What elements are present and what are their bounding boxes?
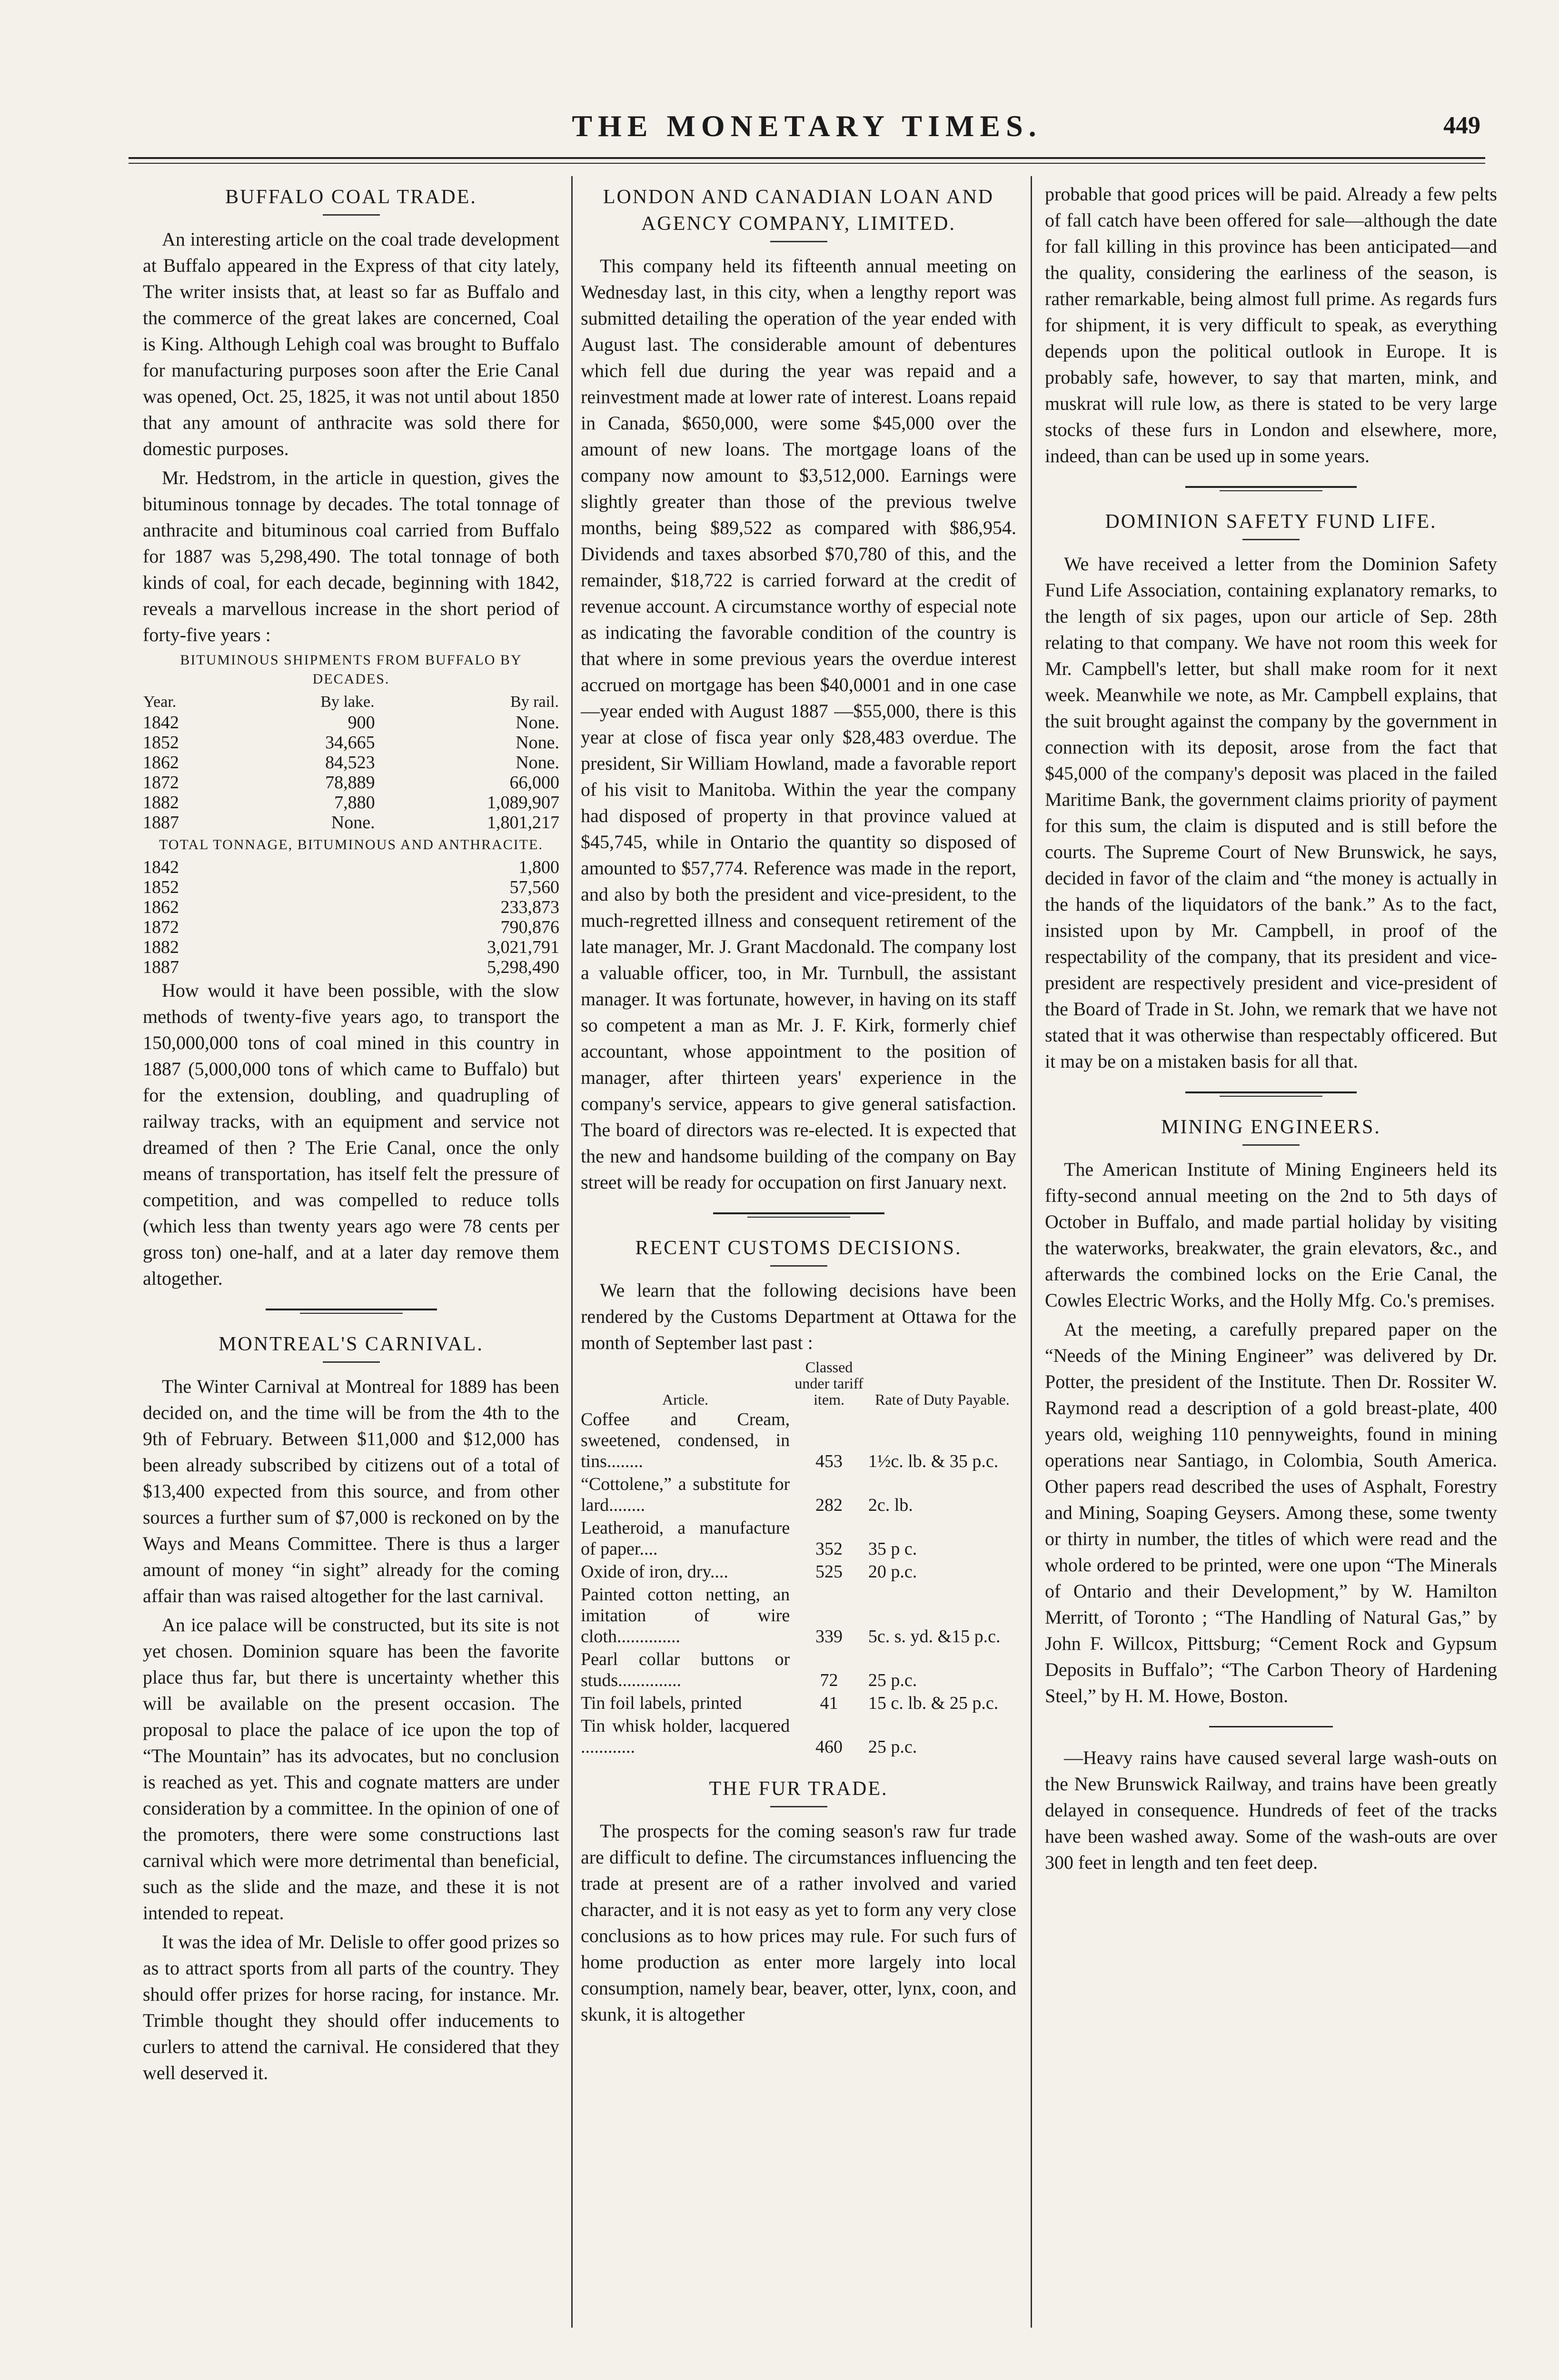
article-dominion-safety-fund xyxy=(1045,508,1497,1074)
article-cell: Coffee and Cream, sweetened, condensed, in tins........ xyxy=(581,1409,790,1471)
column-header: Classed under tariff item. xyxy=(794,1359,864,1408)
paragraph: An ice palace will be constructed, but its site is not yet chosen. Dominion square has been the favorite place thus far, but there is uncertainty whether this will be available on the present occasion. The proposal to place the palace of ice upon the top of “The Mountain” has its advocates, but no conclusion is reached as yet. This and cognate matters are under consideration by a committee. In the opinion of one of the promoters, there were some constructions last carnival which were more detrimental than beneficial, such as the slide and the maze, and these it is not intended to repeat. xyxy=(143,1614,559,1924)
paragraph: Mr. Hedstrom, in the article in question, gives the bituminous tonnage by decades. The total tonnage of anthracite and bituminous coal carried from Buffalo for 1887 was 5,298,490. The total tonnage of both kinds of coal, for each decade, beginning with 1842, reveals a marvellous increase in the short period of forty-five years : xyxy=(143,467,559,645)
column-header: Article. xyxy=(662,1391,709,1408)
table-row xyxy=(581,1473,1016,1517)
year-cell: 1872 xyxy=(143,773,179,793)
paragraph: The prospects for the coming season's raw fur trade are difficult to define. The circumstances influencing the trade at present are of a rather involved and varied character, and it is not easy as yet to form any very close conclusions as to how prices may rule. For such furs of home production as enter more largely into local consumption, namely bear, beaver, otter, lynx, coon, and skunk, it is altogether xyxy=(581,1820,1016,2025)
tonnage-cell: 1,800 xyxy=(518,857,559,877)
total-tonnage-table xyxy=(143,857,559,977)
column-3 xyxy=(1045,181,1497,1878)
table-row xyxy=(143,857,559,877)
article-heading: LONDON AND CANADIAN LOAN AND AGENCY COMPANY, LIMITED. xyxy=(603,186,994,235)
duty-rate-cell: 2c. lb. xyxy=(868,1495,913,1515)
customs-decisions-table xyxy=(581,1359,1016,1758)
table-row xyxy=(143,957,559,977)
lake-cell: 78,889 xyxy=(325,773,375,793)
table-header-row xyxy=(581,1359,1016,1408)
column-header: Year. xyxy=(143,693,177,711)
article-cell: “Cottolene,” a substitute for lard........ xyxy=(581,1474,790,1515)
paragraph: —Heavy rains have caused several large wash-outs on the New Brunswick Railway, and trains have been greatly delayed in consequence. Hundreds of feet of the tracks have been washed away. Some of the wash-outs are over 300 feet in length and ten feet deep. xyxy=(1045,1747,1497,1873)
heading-rule xyxy=(323,1361,380,1363)
table-row xyxy=(143,713,559,733)
heading-rule xyxy=(770,1265,827,1267)
heading-rule xyxy=(1242,1144,1300,1146)
table-row xyxy=(143,773,559,793)
table-row xyxy=(581,1560,1016,1583)
duty-rate-cell: 25 p.c. xyxy=(868,1670,917,1690)
section-separator xyxy=(1209,1726,1333,1727)
heading-rule xyxy=(770,241,827,242)
column-divider xyxy=(571,176,573,2328)
table-header-row xyxy=(143,692,559,713)
duty-rate-cell: 25 p.c. xyxy=(868,1737,917,1757)
tariff-item-cell: 460 xyxy=(815,1737,843,1757)
article-heading: MONTREAL'S CARNIVAL. xyxy=(218,1333,484,1355)
heading-rule xyxy=(1242,539,1300,540)
article-cell: Pearl collar buttons or studs.............. xyxy=(581,1649,790,1690)
article-cell: Tin foil labels, printed xyxy=(581,1693,742,1713)
section-separator xyxy=(1185,486,1357,491)
article-heading: DOMINION SAFETY FUND LIFE. xyxy=(1105,511,1437,533)
tariff-item-cell: 72 xyxy=(820,1670,838,1690)
article-heading: MINING ENGINEERS. xyxy=(1161,1116,1381,1138)
table-row xyxy=(143,917,559,937)
paragraph: At the meeting, a carefully prepared paper on the “Needs of the Mining Engineer” was delivered by Dr. Potter, the president of the Institute. Then Dr. Rossiter W. Raymond read a description of a gold breast-plate, 400 years old, weighing 110 pennyweights, found in mining operations near Santiago, in Colombia, South America. Other papers read described the uses of Asphalt, Forestry and Mining, Soaping Geysers. Among these, some twenty or thirty in number, the titles of which were read and the whole ordered to be printed, were one upon “The Minerals of Ontario and their Development,” by W. Hamilton Merritt, of Toronto ; “The Handling of Natural Gas,” by John F. Willcox, Pittsburg; “Cement Rock and Gypsum Deposits in Buffalo”; “The Carbon Theory of Hardening Steel,” by H. M. Howe, Boston. xyxy=(1045,1319,1497,1706)
table-caption: BITUMINOUS SHIPMENTS FROM BUFFALO BY DECADES. xyxy=(180,652,522,687)
news-item-heavy-rains xyxy=(1045,1745,1497,1875)
spacer xyxy=(581,1758,1016,1773)
article-montreal-carnival xyxy=(143,1331,559,2086)
table-row xyxy=(581,1648,1016,1692)
duty-rate-cell: 5c. s. yd. &15 p.c. xyxy=(868,1626,1001,1646)
rail-cell: 1,089,907 xyxy=(487,793,559,813)
duty-rate-cell: 1½c. lb. & 35 p.c. xyxy=(868,1451,999,1471)
rail-cell: None. xyxy=(516,733,559,753)
article-cell: Leatheroid, a manufacture of paper.... xyxy=(581,1518,790,1559)
lake-cell: 7,880 xyxy=(334,793,375,813)
rail-cell: 66,000 xyxy=(509,773,559,793)
paragraph: We have received a letter from the Dominion Safety Fund Life Association, containing explanatory remarks, to the length of six pages, upon our article of Sep. 28th relating to that company. We have not room this week for Mr. Campbell's letter, but shall make room for it next week. Meanwhile we note, as Mr. Campbell explains, that the suit brought against the company by the government in connection with its deposit, arose from the fact that $45,000 of the company's deposit was placed in the failed Maritime Bank, the government claims priority of payment for this sum, the claim is disputed and is still before the courts. The Supreme Court of New Brunswick, he says, decided in favor of the claim and “the money is actually in the hands of the liquidators of the bank.” As to the fact, insisted upon by Mr. Campbell, in proof of the respectability of the company, that its president and vice-president are respectively president and vice-president of the Board of Trade in St. John, we remark that we have not stated that it was otherwise than respectably officered. But it may be on a mistaken basis for all that. xyxy=(1045,553,1497,1072)
masthead xyxy=(129,109,1485,151)
article-customs-decisions xyxy=(581,1235,1016,1758)
column-header: By rail. xyxy=(510,693,559,711)
column-header: By lake. xyxy=(320,693,375,711)
table-row xyxy=(581,1408,1016,1473)
year-cell: 1852 xyxy=(143,733,179,753)
article-heading: THE FUR TRADE. xyxy=(709,1778,888,1800)
table-row xyxy=(143,793,559,813)
article-heading: BUFFALO COAL TRADE. xyxy=(225,186,477,208)
article-fur-trade xyxy=(581,1775,1016,2027)
rail-cell: None. xyxy=(516,753,559,773)
tariff-item-cell: 453 xyxy=(815,1451,843,1471)
lake-cell: 34,665 xyxy=(325,733,375,753)
year-cell: 1852 xyxy=(143,877,179,897)
duty-rate-cell: 15 c. lb. & 25 p.c. xyxy=(868,1693,999,1713)
table-row xyxy=(143,753,559,773)
paragraph: How would it have been possible, with the slow methods of twenty-five years ago, to transport the 150,000,000 tons of coal mined in this country in 1887 (5,000,000 tons of which came to Buffalo) but for the extension, doubling, and quadrupling of railway tracks, with an equipment and service not dreamed of then ? The Erie Canal, once the only means of transportation, has itself felt the pressure of competition, and was compelled to reduce tolls (which less than twenty years ago were 78 cents per gross ton) one-half, and at a later day remove them altogether. xyxy=(143,980,559,1289)
tonnage-cell: 3,021,791 xyxy=(487,937,559,957)
heading-rule xyxy=(770,1806,827,1807)
tonnage-cell: 5,298,490 xyxy=(487,957,559,977)
tariff-item-cell: 282 xyxy=(815,1495,843,1515)
table-row xyxy=(581,1517,1016,1560)
tonnage-cell: 57,560 xyxy=(509,877,559,897)
paragraph-continued: probable that good prices will be paid. Already a few pelts of fall catch have been offered for sale—although the date for fall killing in this province has been anticipated—and the quality, considering the earliness of the season, is rather remarkable, being almost full prime. As regards furs for shipment, it is very difficult to speak, as everything depends upon the political outlook in Europe. It is probably safe, however, to say that marten, mink, and muskrat will rule low, as there is stated to be very large stocks of these furs in London and elsewhere, more, indeed, than can be used up in some years. xyxy=(1045,183,1497,466)
table-row xyxy=(143,877,559,897)
table-row xyxy=(581,1692,1016,1715)
lake-cell: 84,523 xyxy=(325,753,375,773)
section-separator xyxy=(266,1309,437,1314)
table-row xyxy=(581,1583,1016,1648)
article-london-canadian-loan xyxy=(581,184,1016,1195)
tariff-item-cell: 352 xyxy=(815,1539,843,1559)
lake-cell: 900 xyxy=(348,713,375,733)
tonnage-cell: 233,873 xyxy=(500,897,559,917)
article-cell: Tin whisk holder, lacquered ............ xyxy=(581,1716,790,1757)
article-heading: RECENT CUSTOMS DECISIONS. xyxy=(635,1237,962,1259)
header-rule-thin xyxy=(129,163,1485,164)
column-1 xyxy=(143,181,559,2089)
tariff-item-cell: 41 xyxy=(820,1693,838,1713)
column-header: Rate of Duty Payable. xyxy=(875,1391,1010,1408)
rail-cell: None. xyxy=(516,713,559,733)
article-mining-engineers xyxy=(1045,1114,1497,1709)
heading-rule xyxy=(323,214,380,216)
paragraph: It was the idea of Mr. Delisle to offer good prizes so as to attract sports from all parts of the country. They should offer prizes for horse racing, for instance. Mr. Trimble thought they should offer inducements to curlers to attend the carnival. He considered that they well deserved it. xyxy=(143,1931,559,2083)
article-cell: Painted cotton netting, an imitation of wire cloth.............. xyxy=(581,1585,790,1646)
article-buffalo-coal xyxy=(143,184,559,1291)
column-2 xyxy=(581,181,1016,2030)
paragraph: We learn that the following decisions have been rendered by the Customs Department at Ottawa for the month of September last past : xyxy=(581,1279,1016,1353)
year-cell: 1842 xyxy=(143,857,179,877)
tariff-item-cell: 525 xyxy=(815,1562,843,1582)
table-row xyxy=(143,937,559,957)
year-cell: 1887 xyxy=(143,957,179,977)
lake-cell: None. xyxy=(331,813,375,833)
table-row xyxy=(143,897,559,917)
duty-rate-cell: 20 p.c. xyxy=(868,1562,917,1582)
column-divider xyxy=(1031,176,1032,2328)
table-caption: TOTAL TONNAGE, BITUMINOUS AND ANTHRACITE. xyxy=(159,837,543,853)
publication-title: THE MONETARY TIMES. xyxy=(572,109,1042,143)
paragraph: The Winter Carnival at Montreal for 1889 has been decided on, and the time will be from the 4th to the 9th of February. Between $11,000 and $12,000 has been already subscribed by citizens out of a total of $13,400 expected from this source, and from other sources a further sum of $7,000 is reckoned on by the Ways and Means Committee. There is thus a larger amount of money “in sight” already for the coming affair than was raised altogether for the last carnival. xyxy=(143,1376,559,1606)
year-cell: 1872 xyxy=(143,917,179,937)
table-row xyxy=(581,1715,1016,1758)
year-cell: 1862 xyxy=(143,753,179,773)
year-cell: 1842 xyxy=(143,713,179,733)
paragraph: An interesting article on the coal trade development at Buffalo appeared in the Express of that city lately, The writer insists that, at least so far as Buffalo and the commerce of the great lakes are concerned, Coal is King. Although Lehigh coal was brought to Buffalo for manufacturing purposes soon after the Erie Canal was opened, Oct. 25, 1825, it was not until about 1850 that any amount of anthracite was sold there for domestic purposes. xyxy=(143,228,559,459)
year-cell: 1882 xyxy=(143,937,179,957)
rail-cell: 1,801,217 xyxy=(487,813,559,833)
article-cell: Oxide of iron, dry.... xyxy=(581,1562,728,1582)
duty-rate-cell: 35 p c. xyxy=(868,1539,917,1559)
tonnage-cell: 790,876 xyxy=(500,917,559,937)
page-number: 449 xyxy=(1443,112,1480,139)
year-cell: 1862 xyxy=(143,897,179,917)
table-row xyxy=(143,733,559,753)
paragraph: This company held its fifteenth annual meeting on Wednesday last, in this city, when a lengthy report was submitted detailing the operation of the year ended with August last. The considerable amount of debentures which fell due during the year was repaid and a reinvestment made at lower rate of interest. Loans repaid in Canada, $650,000, were some $45,000 over the amount of new loans. The mortgage loans of the company now amount to $3,512,000. Earnings were slightly greater than those of the previous twelve months, being $89,522 as compared with $86,954. Dividends and taxes absorbed $70,780 of this, and the remainder, $18,722 is carried forward at the credit of revenue account. A circumstance worthy of especial note as indicating the favorable condition of the country is that where in some previous years the overdue interest accrued on mortgage has been $40,0001 and in one case—year ended with August 1887 —$55,000, there is this year at close of fisca year only $28,483 overdue. The president, Sir William Howland, made a favorable report of his visit to Manitoba. Within the year the company had disposed of property in that province valued at $45,745, while in Ontario the quantity so disposed of amounted to $57,774. Reference was made in the report, and also by both the president and vice-president, to the much-regretted illness and consequent retirement of the late manager, Mr. J. Grant Macdonald. The company lost a valuable officer, too, in Mr. Turnbull, the assistant manager. It was fortunate, however, in having on its staff so competent a man as Mr. J. F. Kirk, formerly chief accountant, whose appointment to the position of manager, after thirteen years' experience in the company's service, appears to give general satisfaction. The board of directors was re-elected. It is expected that the new and handsome building of the company on Bay street will be ready for occupation on first January next. xyxy=(581,255,1016,1193)
bituminous-shipments-table xyxy=(143,692,559,833)
year-cell: 1882 xyxy=(143,793,179,813)
section-separator xyxy=(713,1212,884,1218)
section-separator xyxy=(1185,1091,1357,1097)
paragraph: The American Institute of Mining Engineers held its fifty-second annual meeting on the 2nd to 5th days of October in Buffalo, and made partial holiday by visiting the waterworks, breakwater, the grain elevators, &c., and afterwards the combined locks on the Erie Canal, the Cowles Electric Works, and the Holly Mfg. Co.'s premises. xyxy=(1045,1159,1497,1311)
tariff-item-cell: 339 xyxy=(815,1626,843,1646)
table-row xyxy=(143,813,559,833)
header-rule xyxy=(129,157,1485,159)
year-cell: 1887 xyxy=(143,813,179,833)
